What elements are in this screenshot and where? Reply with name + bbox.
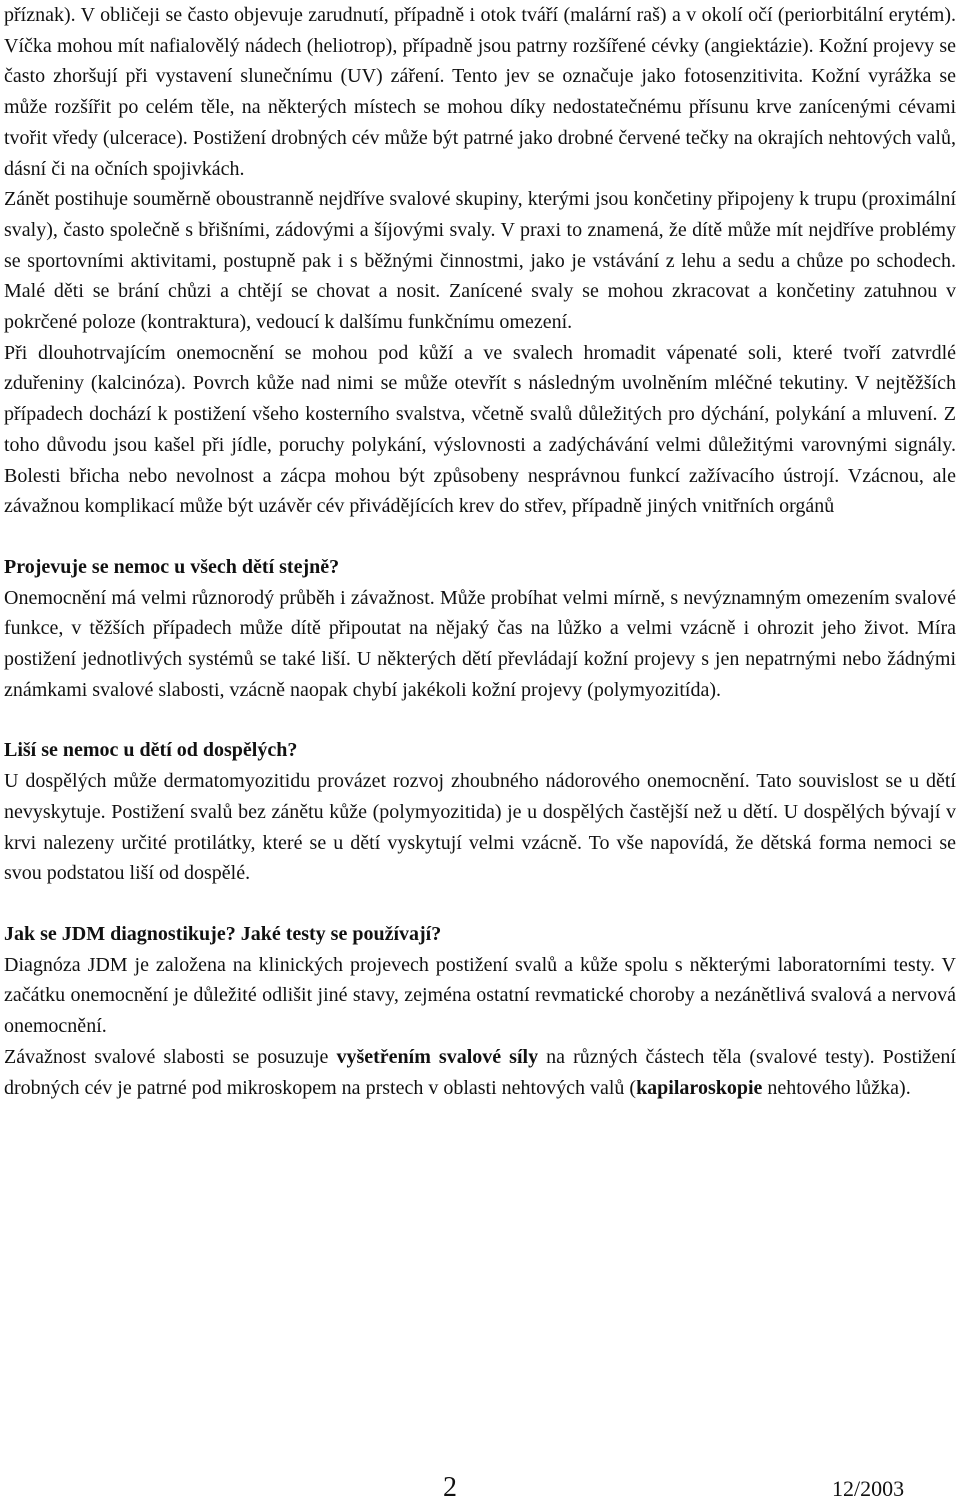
paragraph-muscle-testing xyxy=(4,1042,956,1103)
footer-date: 12/2003 xyxy=(832,1476,905,1501)
document-page xyxy=(4,0,956,1103)
paragraph-adult-differences: U dospělých může dermatomyozitidu provázet rozvoj zhoubného nádorového onemocnění. Tato souvislost se u dětí nevyskytuje. Postižení svalů bez zánětu kůže (polymyozitida) je u dospělých častější než u dětí. U dospělých bývají v krvi nalezeny určité protilátky, které se u dětí vyskytují velmi vzácně. To vše napovídá, že dětská forma nemoci se svou podstatou liší od dospělé. xyxy=(4,770,956,885)
bold-capillaroscopy: kapilaroskopie xyxy=(636,1076,763,1099)
text-run: na různých částech těla (svalové testy). Postižení drobných cév je patrné pod mikroskopem na prstech v oblasti nehtových valů ( xyxy=(4,1045,956,1099)
paragraph-skin-symptoms: příznak). V obličeji se často objevuje zarudnutí, případně i otok tváří (malární raš) a v okolí očí (periorbitální erytém). Víčka mohou mít nafialovělý nádech (heliotrop), případně jsou patrny rozšířené cévky (angiektázie). Kožní projevy se často zhoršují při vystavení slunečnímu (UV) záření. Tento jev se označuje jako fotosenzitivita. Kožní vyrážka se může rozšířit po celém těle, na některých místech se mohou díky nedostatečnému přísunu krve zanícenými cévami tvořit vředy (ulcerace). Postižení drobných cév může být patrné jako drobné červené tečky na okrajích nehtových valů, dásní či na očních spojivkách. xyxy=(4,4,956,180)
bold-muscle-strength-exam: vyšetřením svalové síly xyxy=(336,1045,539,1068)
heading-children-vs-adults: Liší se nemoc u dětí od dospělých? xyxy=(4,739,298,762)
heading-same-in-all-children: Projevuje se nemoc u všech dětí stejně? xyxy=(4,555,340,578)
heading-diagnosis-tests: Jak se JDM diagnostikuje? Jaké testy se používají? xyxy=(4,922,442,945)
paragraph-muscle-inflammation: Zánět postihuje souměrně oboustranně nejdříve svalové skupiny, kterými jsou končetiny připojeny k trupu (proximální svaly), často společně s břišními, zádovými a šíjovými svaly. V praxi to znamená, že dítě může mít nejdříve problémy se sportovními aktivitami, postupně pak i s běžnými činnostmi, jako je vstávání z lehu a sedu a chůze po schodech. Malé děti se brání chůzi a chtějí se chovat a nosit. Zanícené svaly se mohou zkracovat a končetiny zatuhnou v pokrčené poloze (kontraktura), vedoucí k dalšímu funkčnímu omezení. xyxy=(4,188,956,334)
text-run: Závažnost svalové slabosti se posuzuje xyxy=(4,1045,337,1068)
paragraph-course-variability: Onemocnění má velmi různorodý průběh i závažnost. Může probíhat velmi mírně, s nevýznamným omezením svalové funkce, v těžších případech může dítě připoutat na nějaký čas na lůžko a velmi vzácně i ohrozit jeho život. Míra postižení jednotlivých systémů se také liší. U některých dětí převládají kožní projevy s jen nepatrnými nebo žádnými známkami svalové slabosti, vzácně naopak chybí jakékoli kožní projevy (polymyozitída). xyxy=(4,586,956,701)
paragraph-calcinosis: Při dlouhotrvajícím onemocnění se mohou pod kůží a ve svalech hromadit vápenaté soli, které tvoří zatvrdlé zduřeniny (kalcinóza). Povrch kůže nad nimi se může otevřít s následným uvolněním mléčné tekutiny. V nejtěžších případech dochází k postižení všeho kosterního svalstva, včetně svalů důležitých pro dýchání, polykání a mluvení. Z toho důvodu jsou kašel při jídle, poruchy polykání, výslovnosti a zadýchávání velmi důležitými varovnými signály. Bolesti břicha nebo nevolnost a zácpa mohou být způsobeny nesprávnou funkcí zažívacího ústrojí. Vzácnou, ale závažnou komplikací může být uzávěr cév přivádějících krev do střev, případně jiných vnitřních orgánů xyxy=(4,341,956,518)
text-run: nehtového lůžka). xyxy=(762,1076,911,1099)
page-number: 2 xyxy=(443,1472,457,1503)
paragraph-diagnosis: Diagnóza JDM je založena na klinických projevech postižení svalů a kůže spolu s některými laboratorními testy. V začátku onemocnění je důležité odlišit jiné stavy, zejména ostatní revmatické choroby a nezánětlivá svalová a nervová onemocnění. xyxy=(4,953,956,1038)
